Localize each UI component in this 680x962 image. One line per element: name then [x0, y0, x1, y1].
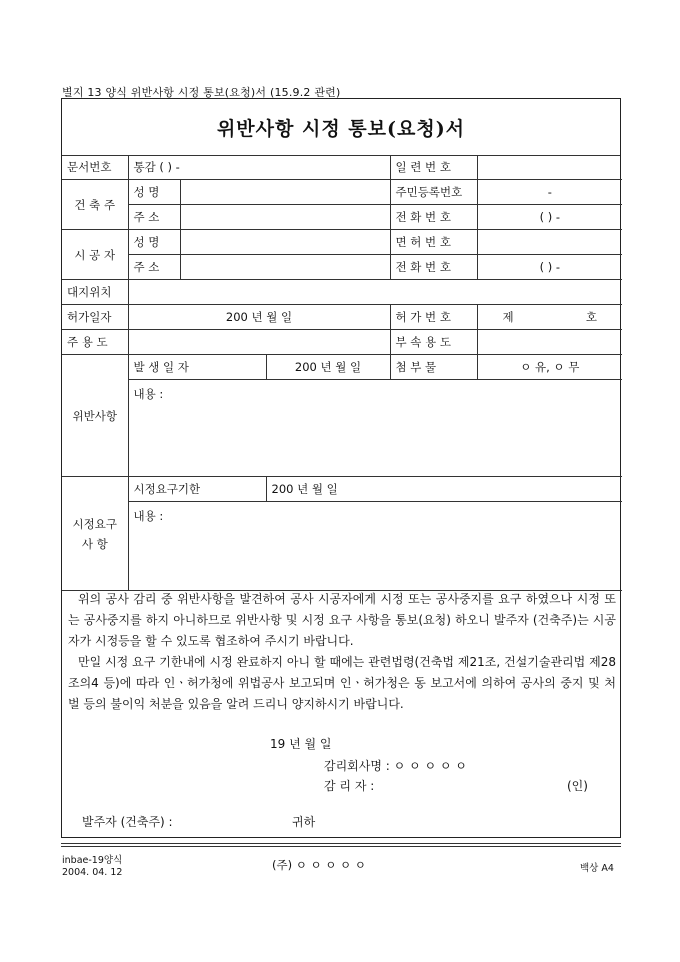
footer-divider-double [61, 846, 621, 847]
form-date: 2004. 04. 12 [62, 867, 123, 878]
permit-no-field[interactable] [477, 305, 622, 330]
correction-content-field[interactable] [128, 502, 622, 591]
notice-text [68, 589, 616, 715]
license-no-field[interactable] [477, 230, 622, 255]
owner-phone-label: 전 화 번 호 [390, 205, 477, 230]
form-caption: 별지 13 양식 위반사항 시정 통보(요청)서 (15.9.2 관련) [62, 86, 341, 99]
deadline-row [62, 477, 622, 502]
contractor-label: 시 공 자 [62, 230, 128, 280]
violation-label: 위반사항 [62, 355, 128, 477]
contractor-phone-label: 전 화 번 호 [390, 255, 477, 280]
notice-form [61, 98, 621, 838]
attach-field[interactable]: ㅇ 유, ㅇ 무 [477, 355, 622, 380]
serial-no-field[interactable] [477, 155, 622, 180]
attach-label: 첨 부 물 [390, 355, 477, 380]
doc-no-row [62, 155, 622, 180]
client-label: 발주자 (건축주) : [82, 815, 173, 829]
correction-label-line1: 시정요구 [72, 516, 117, 531]
resident-no-label: 주민등록번호 [390, 180, 477, 205]
supervision-company: 감리회사명 : ㅇ ㅇ ㅇ ㅇ ㅇ [324, 759, 467, 773]
owner-address-row [62, 205, 622, 230]
owner-label: 건 축 주 [62, 180, 128, 230]
site-label: 대지위치 [62, 280, 128, 305]
contractor-name-field[interactable] [180, 230, 390, 255]
permit-date-label: 허가일자 [62, 305, 128, 330]
correction-label-line2: 사 항 [81, 536, 108, 551]
permit-no-prefix: 제 [502, 310, 514, 324]
violation-content-label: 내용 : [133, 387, 164, 401]
main-use-label: 주 용 도 [62, 330, 128, 355]
owner-address-field[interactable] [180, 205, 390, 230]
serial-no-label: 일 련 번 호 [390, 155, 477, 180]
occur-date-label: 발 생 일 자 [128, 355, 266, 380]
license-no-label: 면 허 번 호 [390, 230, 477, 255]
violation-date-row [62, 355, 622, 380]
contractor-address-field[interactable] [180, 255, 390, 280]
contractor-phone-field[interactable]: ( ) - [477, 255, 622, 280]
correction-content-label: 내용 : [133, 509, 164, 523]
notice-paragraph-1: 위의 공사 감리 중 위반사항을 발견하여 공사 시공자에게 시정 또는 공사중지를 요구 하였으나 시정 또는 공사중지를 하지 아니하므로 위반사항 및 시정 요구 사항을 통보(요청) 하오니 발주자 (건축주)는 시공자가 시정등을 할 수 있도록 협조하여 주시기 바랍니다. [68, 592, 616, 648]
resident-no-field[interactable]: - [477, 180, 622, 205]
permit-no-suffix: 호 [585, 310, 598, 324]
owner-name-label: 성 명 [128, 180, 180, 205]
owner-address-label: 주 소 [128, 205, 180, 230]
contractor-name-label: 성 명 [128, 230, 180, 255]
seal-mark: (인) [567, 779, 588, 793]
owner-name-field[interactable] [180, 180, 390, 205]
permit-no-label: 허 가 번 호 [390, 305, 477, 330]
permit-row [62, 305, 622, 330]
footer-divider [61, 843, 621, 844]
signature-date: 19 년 월 일 [270, 737, 332, 751]
publisher: (주) ㅇ ㅇ ㅇ ㅇ ㅇ [272, 858, 366, 872]
sub-use-field[interactable] [477, 330, 622, 355]
contractor-address-label: 주 소 [128, 255, 180, 280]
form-grid [62, 155, 622, 591]
violation-content-row [62, 380, 622, 477]
contractor-name-row [62, 230, 622, 255]
correction-label [62, 477, 128, 591]
form-title: 위반사항 시정 통보(요청)서 [62, 99, 620, 156]
owner-phone-field[interactable]: ( ) - [477, 205, 622, 230]
permit-date-field[interactable]: 200 년 월 일 [128, 305, 390, 330]
site-field[interactable] [128, 280, 622, 305]
site-row [62, 280, 622, 305]
form-code: inbae-19양식 [62, 855, 123, 866]
supervisor-label: 감 리 자 : [324, 779, 375, 793]
contractor-address-row [62, 255, 622, 280]
main-use-field[interactable] [128, 330, 390, 355]
deadline-field[interactable]: 200 년 월 일 [266, 477, 622, 502]
doc-no-label: 문서번호 [62, 155, 128, 180]
use-row [62, 330, 622, 355]
correction-content-row [62, 502, 622, 591]
violation-content-field[interactable] [128, 380, 622, 477]
doc-no-field[interactable]: 통감 ( ) - [128, 155, 390, 180]
deadline-label: 시정요구기한 [128, 477, 266, 502]
paper-size: 백상 A4 [580, 863, 614, 874]
honorific: 귀하 [292, 815, 316, 829]
occur-date-field[interactable]: 200 년 월 일 [266, 355, 390, 380]
sub-use-label: 부 속 용 도 [390, 330, 477, 355]
owner-name-row [62, 180, 622, 205]
notice-paragraph-2: 만일 시정 요구 기한내에 시정 완료하지 아니 할 때에는 관련법령(건축법 제21조, 건설기술관리법 제28조의4 등)에 따라 인ㆍ허가청에 위법공사 보고되며 인ㆍ허가청은 동 보고서에 의하여 공사의 중지 및 처벌 등의 불이익 처분을 있음을 알려 드리니 양지하시기 바랍니다. [68, 655, 616, 711]
